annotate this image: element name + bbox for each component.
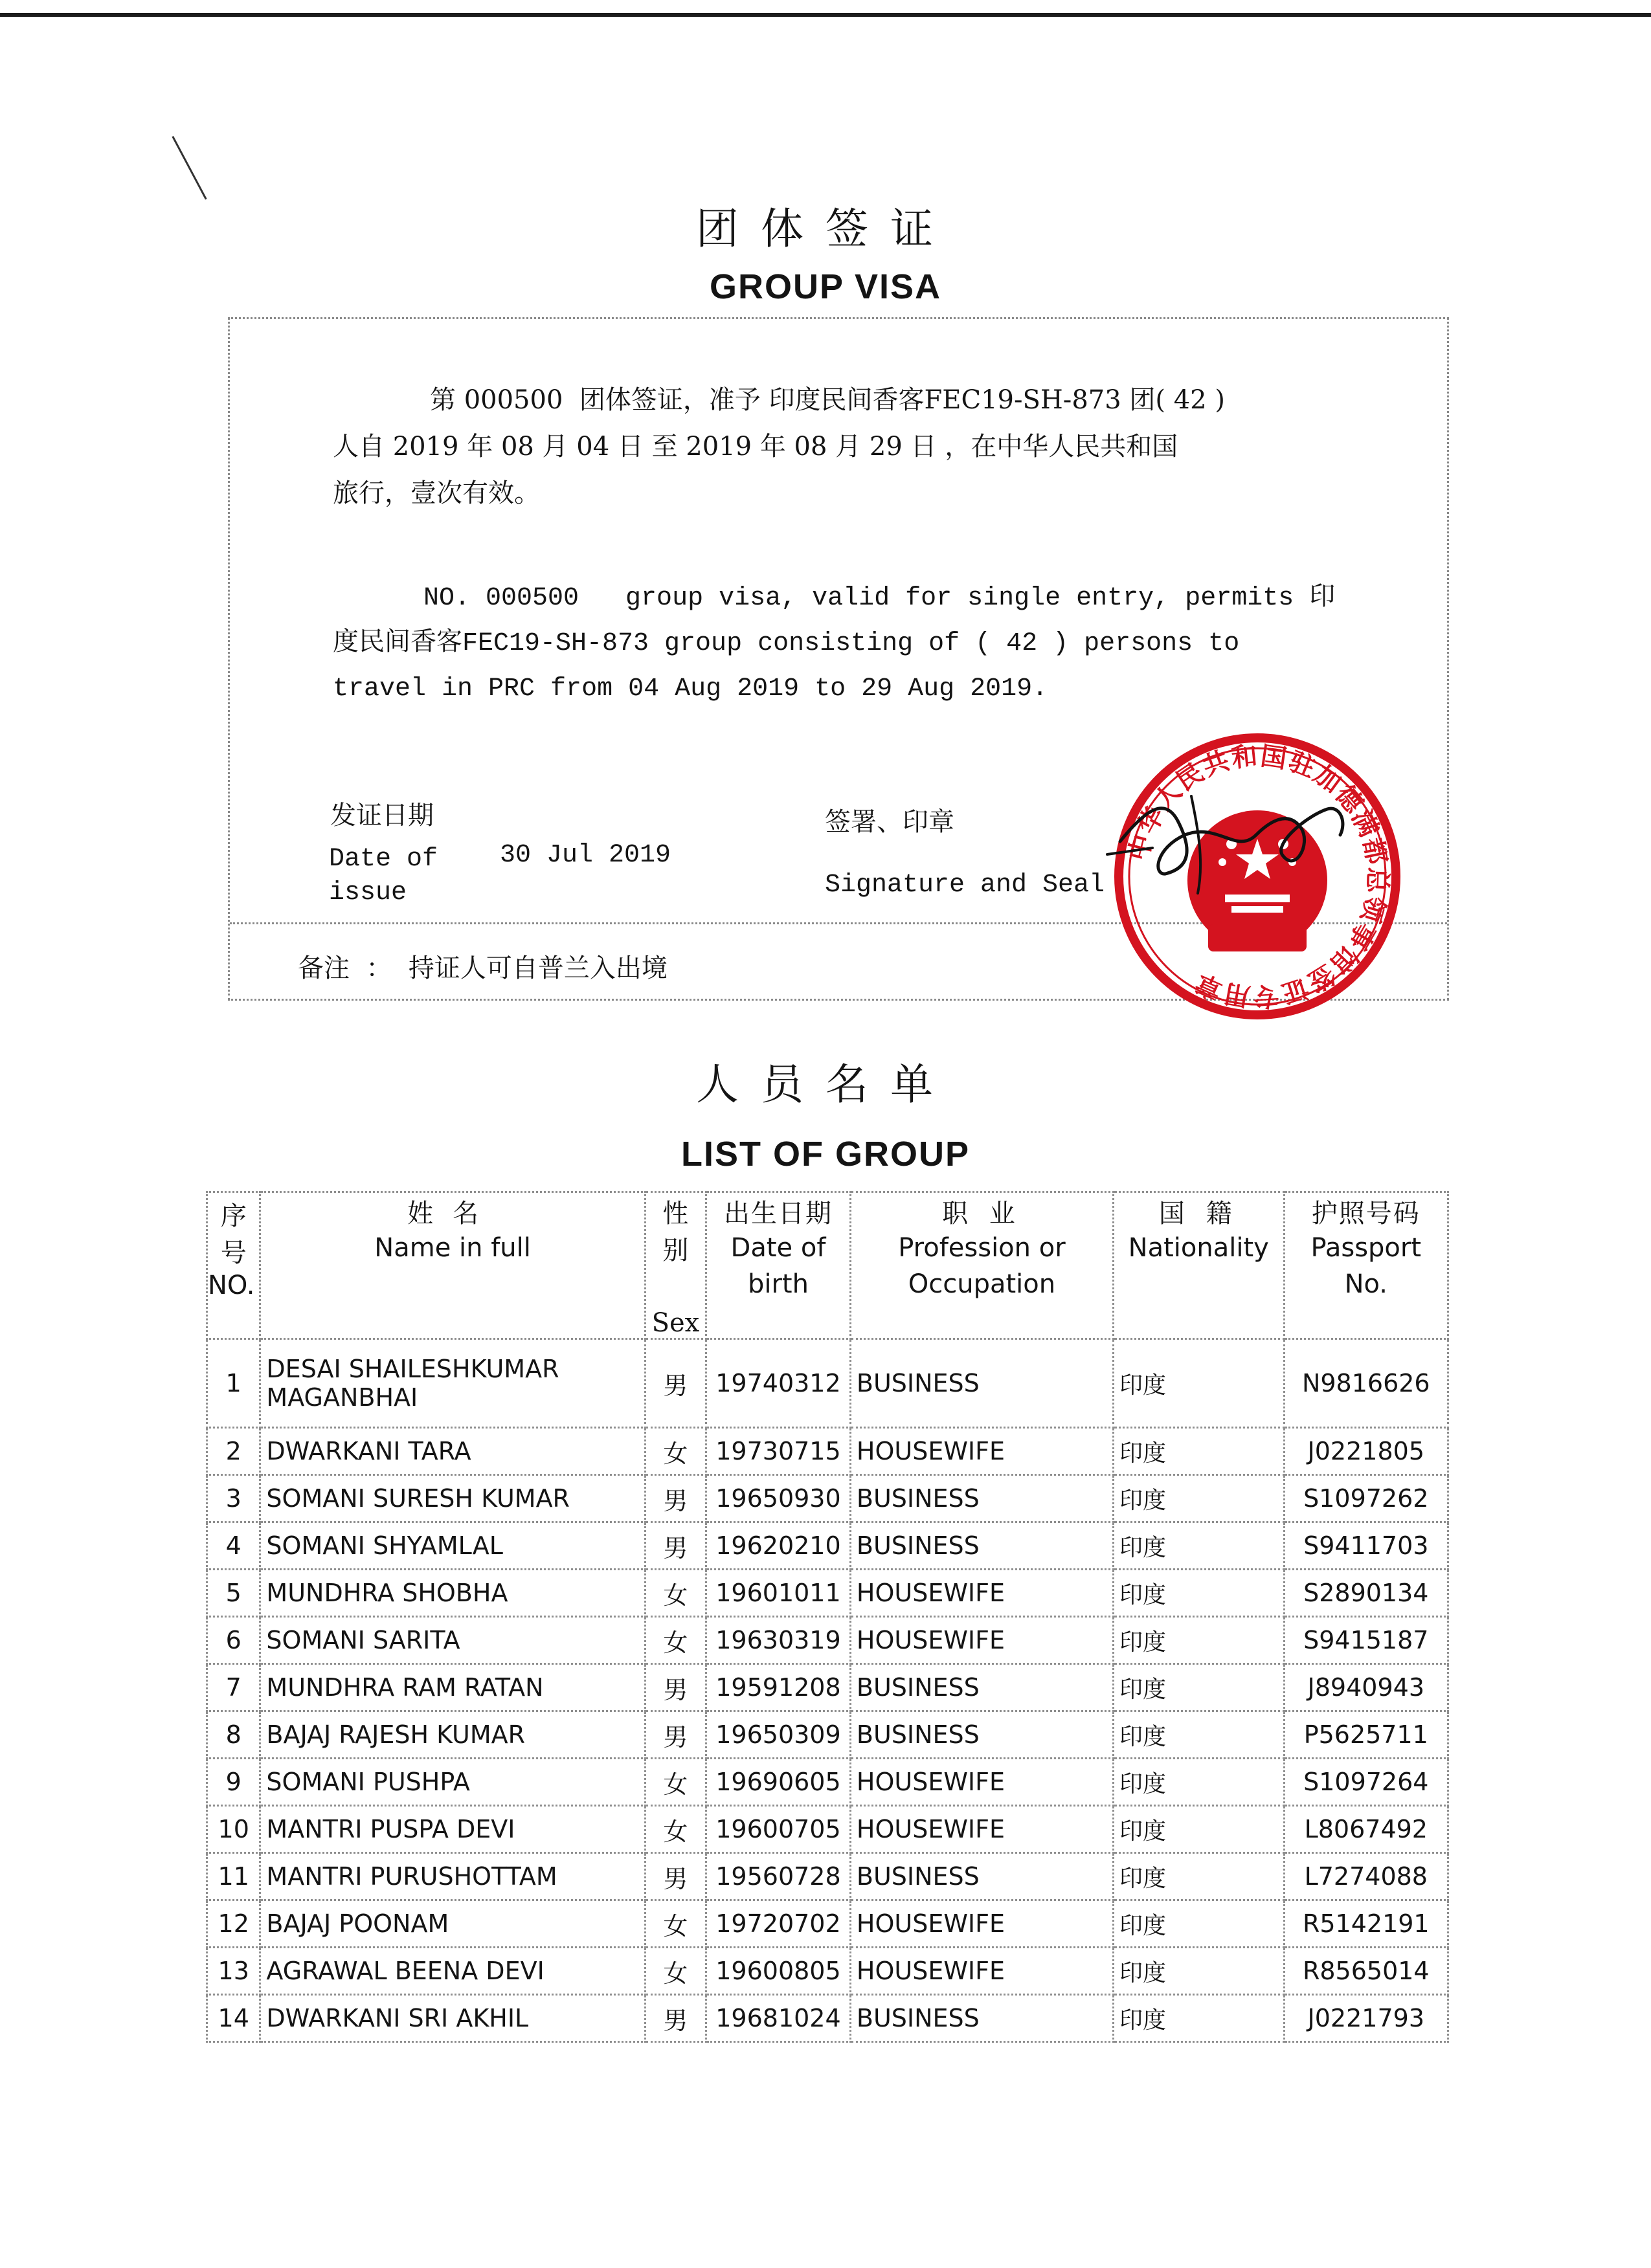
header-nationality-en: Nationality	[1128, 1233, 1269, 1263]
list-title-zh: 人员名单	[696, 1060, 955, 1109]
member-sex: 女	[645, 1428, 706, 1475]
table-row	[207, 1522, 1448, 1570]
member-occupation: HOUSEWIFE	[850, 1900, 1113, 1948]
scan-mark	[172, 136, 207, 200]
member-nationality: 印度	[1113, 1570, 1284, 1617]
member-dob: 19560728	[706, 1853, 851, 1900]
row-number: 2	[207, 1428, 260, 1475]
header-sex-zh: 性别	[662, 1199, 689, 1265]
signature-scribble	[1094, 770, 1379, 900]
member-dob: 19650930	[706, 1475, 851, 1522]
member-name: AGRAWAL BEENA DEVI	[260, 1948, 645, 1995]
member-name: DESAI SHAILESHKUMAR MAGANBHAI	[260, 1339, 645, 1428]
list-title-en: LIST OF GROUP	[680, 1135, 970, 1173]
member-name: BAJAJ POONAM	[260, 1900, 645, 1948]
row-number: 13	[207, 1948, 260, 1995]
member-name: DWARKANI TARA	[260, 1428, 645, 1475]
member-sex: 女	[645, 1900, 706, 1948]
table-row	[207, 1853, 1448, 1900]
table-row	[207, 1428, 1448, 1475]
member-name: SOMANI SHYAMLAL	[260, 1522, 645, 1570]
member-passport: J8940943	[1284, 1664, 1448, 1711]
member-dob: 19730715	[706, 1428, 851, 1475]
member-nationality: 印度	[1113, 1664, 1284, 1711]
member-sex: 女	[645, 1759, 706, 1806]
member-occupation: HOUSEWIFE	[850, 1617, 1113, 1664]
row-number: 8	[207, 1711, 260, 1759]
member-nationality: 印度	[1113, 1617, 1284, 1664]
visa-text-zh-line: 人自 2019 年 08 月 04 日 至 2019 年 08 月 29 日 ，在中华人民共和国	[333, 432, 1178, 461]
table-row	[207, 1806, 1448, 1853]
member-name: SOMANI SURESH KUMAR	[260, 1475, 645, 1522]
member-occupation: HOUSEWIFE	[850, 1428, 1113, 1475]
member-occupation: BUSINESS	[850, 1711, 1113, 1759]
seal-text: 中华人民共和国驻加德满都总领事馆签证专用章	[1123, 740, 1393, 1013]
signature-label-en: Signature and Seal	[825, 871, 1105, 900]
member-nationality: 印度	[1113, 1995, 1284, 2042]
header-occupation	[850, 1192, 1113, 1339]
visa-text-zh-line: 第 000500 团体签证，准予 印度民间香客FEC19-SH-873 团( 42 )	[430, 385, 1225, 415]
header-sex	[645, 1192, 706, 1339]
member-sex: 女	[645, 1806, 706, 1853]
member-occupation: BUSINESS	[850, 1995, 1113, 2042]
header-name	[260, 1192, 645, 1339]
header-no-zh: 序号	[220, 1201, 247, 1268]
header-dob-zh: 出生日期	[723, 1199, 833, 1228]
table-row	[207, 1711, 1448, 1759]
member-occupation: BUSINESS	[850, 1853, 1113, 1900]
member-sex: 男	[645, 1853, 706, 1900]
header-passport-zh: 护照号码	[1311, 1199, 1421, 1228]
visa-text-en-line: travel in PRC from 04 Aug 2019 to 29 Aug 2019.	[333, 674, 1048, 704]
member-sex: 男	[645, 1664, 706, 1711]
header-passport	[1284, 1192, 1448, 1339]
member-dob: 19591208	[706, 1664, 851, 1711]
member-dob: 19601011	[706, 1570, 851, 1617]
member-name: SOMANI SARITA	[260, 1617, 645, 1664]
member-name: MANTRI PUSPA DEVI	[260, 1806, 645, 1853]
table-row	[207, 1759, 1448, 1806]
member-name: MANTRI PURUSHOTTAM	[260, 1853, 645, 1900]
header-sex-en: Sex	[651, 1308, 700, 1338]
member-passport: R8565014	[1284, 1948, 1448, 1995]
table-row	[207, 1664, 1448, 1711]
group-member-table	[206, 1191, 1449, 2043]
row-number: 3	[207, 1475, 260, 1522]
visa-text-zh	[333, 377, 1225, 517]
member-dob: 19690605	[706, 1759, 851, 1806]
member-occupation: BUSINESS	[850, 1475, 1113, 1522]
row-number: 14	[207, 1995, 260, 2042]
member-passport: R5142191	[1284, 1900, 1448, 1948]
member-nationality: 印度	[1113, 1806, 1284, 1853]
member-passport: S1097264	[1284, 1759, 1448, 1806]
row-number: 6	[207, 1617, 260, 1664]
visa-title-zh: 团体签证	[696, 204, 955, 254]
header-nationality-zh: 国 籍	[1158, 1199, 1239, 1228]
member-occupation: BUSINESS	[850, 1339, 1113, 1428]
row-number: 9	[207, 1759, 260, 1806]
member-sex: 男	[645, 1711, 706, 1759]
member-dob: 19650309	[706, 1711, 851, 1759]
member-sex: 男	[645, 1995, 706, 2042]
member-nationality: 印度	[1113, 1759, 1284, 1806]
visa-text-zh-line: 旅行，壹次有效。	[333, 478, 540, 508]
member-nationality: 印度	[1113, 1475, 1284, 1522]
header-no-en: NO.	[208, 1271, 255, 1300]
visa-title-en: GROUP VISA	[709, 267, 942, 306]
member-passport: L8067492	[1284, 1806, 1448, 1853]
row-number: 12	[207, 1900, 260, 1948]
member-passport: S1097262	[1284, 1475, 1448, 1522]
member-dob: 19600805	[706, 1948, 851, 1995]
member-name: MUNDHRA RAM RATAN	[260, 1664, 645, 1711]
member-name: MUNDHRA SHOBHA	[260, 1570, 645, 1617]
member-nationality: 印度	[1113, 1948, 1284, 1995]
member-sex: 男	[645, 1475, 706, 1522]
member-nationality: 印度	[1113, 1428, 1284, 1475]
member-dob: 19630319	[706, 1617, 851, 1664]
member-nationality: 印度	[1113, 1853, 1284, 1900]
member-nationality: 印度	[1113, 1900, 1284, 1948]
member-dob: 19600705	[706, 1806, 851, 1853]
member-occupation: HOUSEWIFE	[850, 1759, 1113, 1806]
member-nationality: 印度	[1113, 1711, 1284, 1759]
member-sex: 男	[645, 1339, 706, 1428]
member-passport: S2890134	[1284, 1570, 1448, 1617]
member-passport: S9411703	[1284, 1522, 1448, 1570]
member-dob: 19681024	[706, 1995, 851, 2042]
member-sex: 女	[645, 1948, 706, 1995]
member-passport: L7274088	[1284, 1853, 1448, 1900]
table-row	[207, 1570, 1448, 1617]
member-sex: 女	[645, 1617, 706, 1664]
header-nationality	[1113, 1192, 1284, 1339]
table-row	[207, 1995, 1448, 2042]
header-occupation-zh: 职 业	[942, 1199, 1022, 1228]
member-occupation: HOUSEWIFE	[850, 1570, 1113, 1617]
header-no	[207, 1192, 260, 1339]
row-number: 4	[207, 1522, 260, 1570]
member-occupation: BUSINESS	[850, 1664, 1113, 1711]
member-passport: J0221805	[1284, 1428, 1448, 1475]
member-occupation: BUSINESS	[850, 1522, 1113, 1570]
member-sex: 男	[645, 1522, 706, 1570]
table-row	[207, 1617, 1448, 1664]
issue-date-label-zh: 发证日期	[330, 801, 434, 830]
row-number: 1	[207, 1339, 260, 1428]
row-number: 7	[207, 1664, 260, 1711]
member-dob: 19620210	[706, 1522, 851, 1570]
row-number: 10	[207, 1806, 260, 1853]
member-passport: N9816626	[1284, 1339, 1448, 1428]
member-passport: J0221793	[1284, 1995, 1448, 2042]
member-dob: 19740312	[706, 1339, 851, 1428]
table-row	[207, 1475, 1448, 1522]
member-sex: 女	[645, 1570, 706, 1617]
header-passport-en: Passport No.	[1310, 1233, 1422, 1299]
member-name: DWARKANI SRI AKHIL	[260, 1995, 645, 2042]
table-body	[207, 1339, 1448, 2042]
scan-edge	[0, 13, 1651, 17]
member-nationality: 印度	[1113, 1339, 1284, 1428]
table-row	[207, 1900, 1448, 1948]
signature-label-zh: 签署、印章	[825, 807, 954, 837]
table-header-row	[207, 1192, 1448, 1339]
issue-date-label-en: Date of issue	[329, 845, 438, 907]
member-passport: P5625711	[1284, 1711, 1448, 1759]
member-name: BAJAJ RAJESH KUMAR	[260, 1711, 645, 1759]
table-row	[207, 1948, 1448, 1995]
table-row	[207, 1339, 1448, 1428]
member-occupation: HOUSEWIFE	[850, 1806, 1113, 1853]
visa-text-en	[333, 576, 1335, 712]
member-nationality: 印度	[1113, 1522, 1284, 1570]
member-passport: S9415187	[1284, 1617, 1448, 1664]
member-dob: 19720702	[706, 1900, 851, 1948]
visa-text-en-line: NO. 000500 group visa, valid for single entry, permits 印	[423, 584, 1336, 613]
header-dob	[706, 1192, 851, 1339]
member-name: SOMANI PUSHPA	[260, 1759, 645, 1806]
issue-date-value: 30 Jul 2019	[500, 841, 671, 870]
row-number: 11	[207, 1853, 260, 1900]
member-occupation: HOUSEWIFE	[850, 1948, 1113, 1995]
header-name-en: Name in full	[374, 1233, 531, 1263]
remarks-text: 备注 ： 持证人可自普兰入出境	[298, 953, 668, 983]
header-name-zh: 姓名	[407, 1199, 499, 1228]
row-number: 5	[207, 1570, 260, 1617]
header-dob-en: Date of birth	[730, 1233, 826, 1299]
visa-text-en-line: 度民间香客FEC19-SH-873 group consisting of ( 42 ) persons to	[333, 629, 1240, 658]
header-occupation-en: Profession or Occupation	[898, 1233, 1066, 1299]
